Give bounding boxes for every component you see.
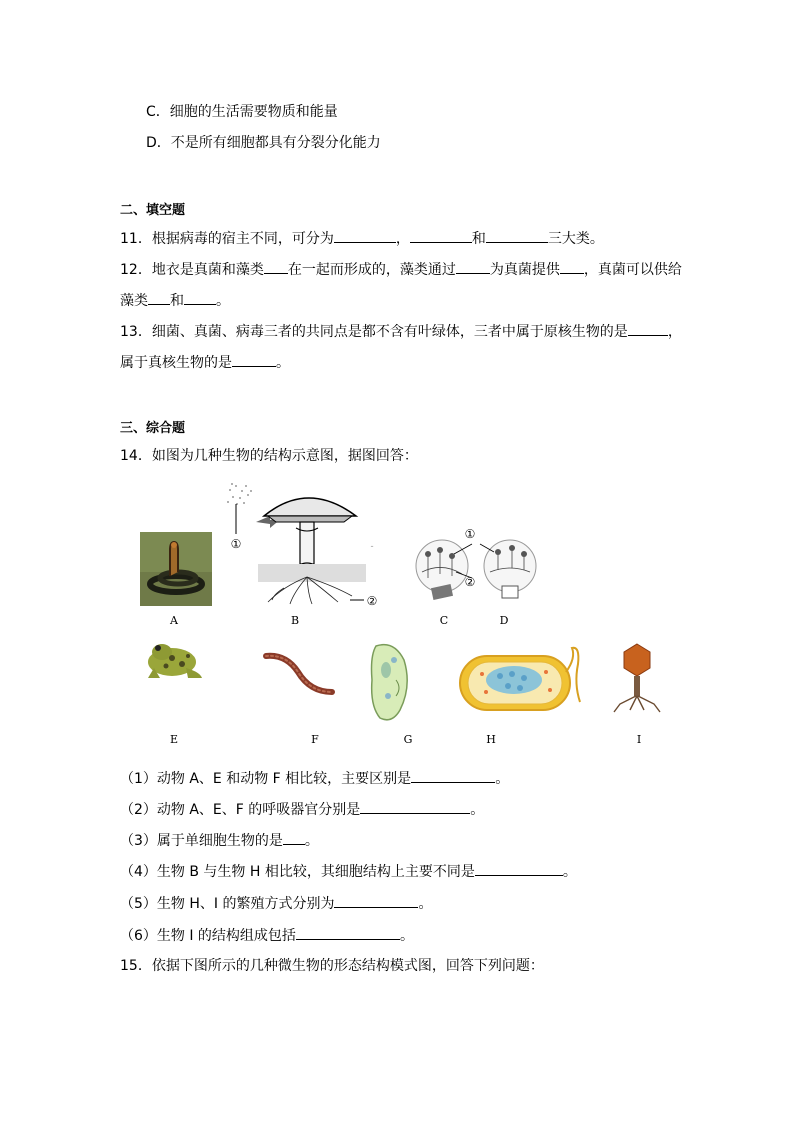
sub-question-end: 。 (399, 928, 414, 944)
q13-text: 属于真核生物的是 (120, 355, 232, 371)
label-marker-one: ① (230, 537, 242, 551)
q13-text: 13．细菌、真菌、病毒三者的共同点是都不含有叶绿体，三者中属于原核生物的是 (120, 324, 628, 340)
q12-text: 12．地衣是真菌和藻类 (120, 262, 264, 278)
stray-dash: - (370, 542, 374, 552)
sub-question-4 (120, 861, 577, 882)
sub-question-text: （5）生物 H、I 的繁殖方式分别为 (120, 896, 335, 912)
sub-question-end: 。 (562, 864, 577, 880)
sub-question-text: （4）生物 B 与生物 H 相比较，其细胞结构上主要不同是 (120, 864, 475, 880)
answer-blank[interactable] (296, 925, 400, 940)
q11-sep: ， (395, 231, 410, 247)
option-c: C．细胞的生活需要物质和能量 (146, 104, 338, 120)
answer-blank[interactable] (283, 830, 305, 845)
answer-blank[interactable] (334, 893, 418, 908)
figure-label-e: E (169, 733, 179, 746)
sub-question-end: 。 (418, 896, 433, 912)
label-marker-two: ② (366, 594, 378, 608)
answer-blank[interactable] (410, 228, 472, 243)
label-marker-two: ② (464, 575, 476, 589)
figure-label-c: C (439, 614, 449, 627)
q11-end: 三大类。 (547, 231, 604, 247)
sub-question-text: （2）动物 A、E、F 的呼吸器官分别是 (120, 802, 361, 818)
q13-text: ， (667, 324, 682, 340)
q12-text: ，真菌可以供给 (583, 262, 682, 278)
q12-text: 藻类 (120, 293, 148, 309)
question-13-line1 (120, 321, 682, 342)
answer-blank[interactable] (148, 290, 170, 305)
question-15-stem: 15．依据下图所示的几种微生物的形态结构模式图，回答下列问题： (120, 958, 544, 974)
figure-label-b: B (290, 614, 300, 627)
sub-question-1 (120, 768, 509, 789)
paramecium-image (366, 640, 414, 724)
frog-image (142, 638, 204, 682)
figure-label-h: H (486, 733, 496, 746)
bacteriophage-image (608, 642, 666, 714)
section-heading-fill-in: 二、填空题 (120, 203, 186, 218)
figure-label-a: A (170, 614, 178, 627)
answer-blank[interactable] (456, 259, 490, 274)
answer-blank[interactable] (628, 321, 668, 336)
sub-question-end: 。 (495, 771, 510, 787)
answer-blank[interactable] (475, 861, 563, 876)
sub-question-text: （3）属于单细胞生物的是 (120, 833, 283, 849)
sub-question-5 (120, 893, 432, 914)
earthworm-image (262, 650, 336, 698)
question-12-line1 (120, 259, 682, 280)
question-14-stem: 14．如图为几种生物的结构示意图，据图回答： (120, 448, 418, 464)
label-marker-one: ① (464, 527, 476, 541)
answer-blank[interactable] (334, 228, 396, 243)
sub-question-2 (120, 799, 484, 820)
question-11 (120, 228, 604, 249)
sub-question-text: （6）生物 I 的结构组成包括 (120, 928, 296, 944)
q12-text: 为真菌提供 (489, 262, 560, 278)
q11-text: 11．根据病毒的宿主不同，可分为 (120, 231, 334, 247)
answer-blank[interactable] (184, 290, 216, 305)
figure-label-f: F (311, 733, 319, 746)
answer-blank[interactable] (264, 259, 288, 274)
figure-label-d: D (499, 614, 509, 627)
q12-text: 和 (170, 293, 184, 309)
q12-text: 在一起而形成的，藻类通过 (287, 262, 456, 278)
figure-label-g: G (403, 733, 413, 746)
q13-text: 。 (276, 355, 290, 371)
figure-label-i: I (636, 733, 642, 746)
sub-question-end: 。 (470, 802, 485, 818)
mold-diagram (414, 532, 538, 604)
q11-and: 和 (471, 231, 486, 247)
answer-blank[interactable] (411, 768, 495, 783)
bacterium-image (456, 644, 584, 718)
section-heading-comprehensive: 三、综合题 (120, 421, 186, 436)
answer-blank[interactable] (360, 799, 470, 814)
answer-blank[interactable] (232, 352, 276, 367)
sub-question-text: （1）动物 A、E 和动物 F 相比较，主要区别是 (120, 771, 412, 787)
sub-question-3 (120, 830, 319, 851)
snake-image (140, 532, 212, 606)
question-13-line2 (120, 352, 290, 373)
q12-text: 。 (216, 293, 230, 309)
answer-blank[interactable] (560, 259, 584, 274)
sub-question-end: 。 (304, 833, 319, 849)
sub-question-6 (120, 925, 414, 946)
option-d: D．不是所有细胞都具有分裂分化能力 (146, 135, 381, 151)
question-12-line2 (120, 290, 230, 311)
answer-blank[interactable] (486, 228, 548, 243)
